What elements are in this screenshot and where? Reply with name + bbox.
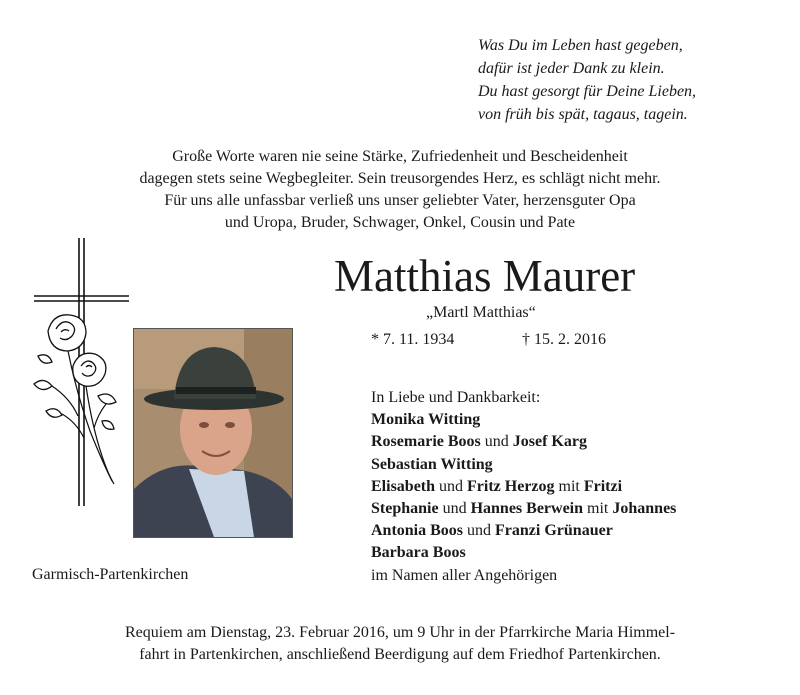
mourner-name: Hannes Berwein bbox=[470, 500, 584, 518]
mourner-line bbox=[371, 476, 791, 498]
mourner-name: Sebastian Witting bbox=[371, 455, 493, 473]
conjunction: mit bbox=[554, 477, 584, 495]
poem-line: Was Du im Leben hast gegeben, bbox=[478, 37, 683, 54]
mourner-name: Antonia Boos bbox=[371, 522, 464, 540]
death-date: † 15. 2. 2016 bbox=[522, 331, 606, 348]
poem-line: dafür ist jeder Dank zu klein. bbox=[478, 60, 665, 77]
conjunction: und bbox=[438, 500, 471, 518]
portrait-photo bbox=[133, 328, 293, 538]
deceased-name: Matthias Maurer bbox=[334, 251, 636, 301]
poem-line: Du hast gesorgt für Deine Lieben, bbox=[478, 83, 697, 100]
mourner-line bbox=[371, 520, 791, 542]
intro-line: Große Worte waren nie seine Stärke, Zufriedenheit und Bescheidenheit bbox=[172, 148, 628, 165]
mourner-name: Stephanie bbox=[371, 500, 439, 518]
birth-date: * 7. 11. 1934 bbox=[371, 331, 455, 348]
mourner-line bbox=[371, 542, 791, 564]
mourner-line bbox=[371, 498, 791, 520]
deceased-nickname: „Martl Matthias“ bbox=[426, 304, 536, 321]
poem-line: von früh bis spät, tagaus, tagein. bbox=[478, 106, 688, 123]
requiem-line: Requiem am Dienstag, 23. Februar 2016, um 9 Uhr in der Pfarrkirche Maria Himmel- bbox=[124, 624, 676, 641]
conjunction: und bbox=[480, 433, 513, 451]
mourner-name: Rosemarie Boos bbox=[371, 433, 481, 451]
mourner-name: Franzi Grünauer bbox=[495, 522, 613, 540]
conjunction: und bbox=[435, 477, 468, 495]
mourner-name: Elisabeth bbox=[371, 477, 436, 495]
intro-text bbox=[20, 146, 780, 234]
requiem-line: fahrt in Partenkirchen, anschließend Beerdigung auf dem Friedhof Partenkirchen. bbox=[139, 646, 661, 663]
mourner-name: Johannes bbox=[612, 500, 677, 518]
conjunction: und bbox=[463, 522, 496, 540]
mourner-line bbox=[371, 409, 791, 431]
cross-with-roses-icon bbox=[28, 236, 138, 516]
mourner-name: Barbara Boos bbox=[371, 544, 466, 562]
mourner-name: Monika Witting bbox=[371, 411, 481, 429]
mourners-list bbox=[371, 387, 791, 587]
mourner-line bbox=[371, 431, 791, 453]
place-name: Garmisch-Partenkirchen bbox=[32, 566, 189, 583]
mourners-heading: In Liebe und Dankbarkeit: bbox=[371, 389, 541, 406]
mourner-line bbox=[371, 454, 791, 476]
mourner-name: Fritzi bbox=[583, 477, 623, 495]
mourner-name: Fritz Herzog bbox=[467, 477, 555, 495]
poem bbox=[478, 34, 788, 126]
mourners-closing: im Namen aller Angehörigen bbox=[371, 566, 558, 584]
requiem-notice bbox=[20, 622, 780, 666]
intro-line: und Uropa, Bruder, Schwager, Onkel, Cousin und Pate bbox=[224, 214, 576, 231]
intro-line: Für uns alle unfassbar verließ uns unser geliebter Vater, herzensguter Opa bbox=[164, 192, 636, 209]
intro-line: dagegen stets seine Wegbegleiter. Sein treusorgendes Herz, es schlägt nicht mehr. bbox=[139, 170, 661, 187]
mourner-name: Josef Karg bbox=[512, 433, 587, 451]
conjunction: mit bbox=[583, 500, 613, 518]
